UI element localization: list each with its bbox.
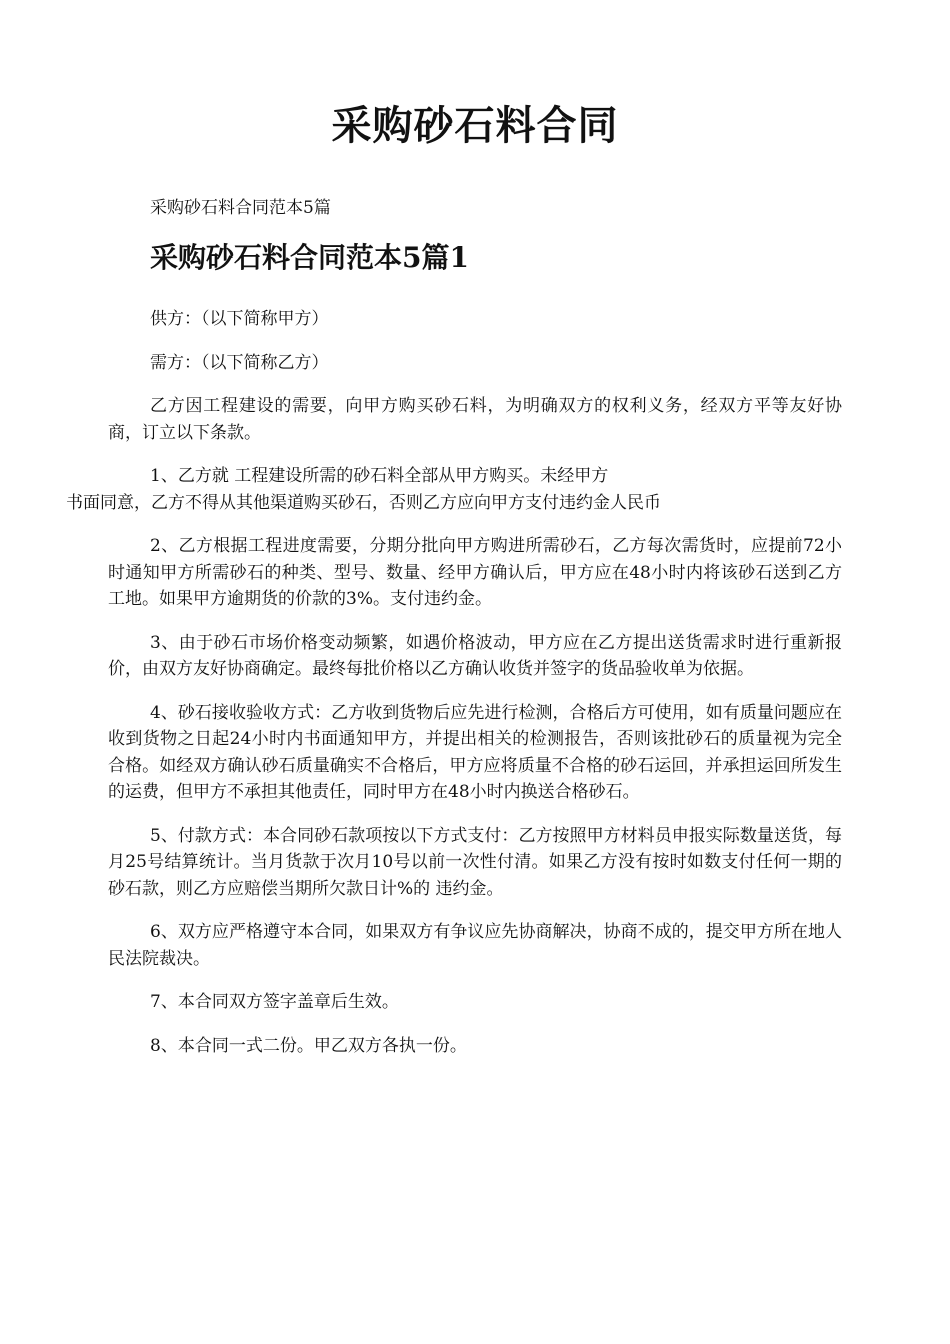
contract-body [66,306,842,1076]
clause-8: 8、本合同一式二份。甲乙双方各执一份。 [150,1035,467,1056]
clause-1 [66,463,842,516]
document-title: 采购砂石料合同 [331,102,619,149]
clause-4: 4、砂石接收验收方式：乙方收到货物后应先进行检测，合格后方可使用，如有质量问题应在收到货物之日起24小时内书面通知甲方，并提出相关的检测报告，否则该批砂石的质量视为完全合格。如经双方确认砂石质量确实不合格后，甲方应将质量不合格的砂石运回，并承担运回所发生的运费，但甲方不承担其他责任，同时甲方在48小时内换送合格砂石。 [108,702,842,802]
clause-5: 5、付款方式：本合同砂石款项按以下方式支付：乙方按照甲方材料员申报实际数量送货，每月25号结算统计。当月货款于次月10号以前一次性付清。如果乙方没有按时如数支付任何一期的砂石款，则乙方应赔偿当期所欠款日计%的 违约金。 [108,825,842,899]
clause-7: 7、本合同双方签字盖章后生效。 [150,992,399,1012]
clause-1-line-1: 1、乙方就 工程建设所需的砂石料全部从甲方购买。未经甲方 [150,466,609,486]
clause-6: 6、双方应严格遵守本合同，如果双方有争议应先协商解决，协商不成的，提交甲方所在地人民法院裁决。 [108,922,842,969]
clause-3: 3、由于砂石市场价格变动频繁，如遇价格波动，甲方应在乙方提出送货需求时进行重新报价，由双方友好协商确定。最终每批价格以乙方确认收货并签字的货品验收单为依据。 [108,632,842,679]
document-subtitle: 采购砂石料合同范本5篇 [150,198,331,218]
supplier-line: 供方：（以下简称甲方） [150,309,329,329]
preamble-paragraph: 乙方因工程建设的需要，向甲方购买砂石料，为明确双方的权利义务，经双方平等友好协商，订立以下条款。 [108,396,842,443]
section-heading: 采购砂石料合同范本5篇1 [150,241,469,274]
clause-2: 2、乙方根据工程进度需要，分期分批向甲方购进所需砂石，乙方每次需货时，应提前72小时通知甲方所需砂石的种类、型号、数量、经甲方确认后，甲方应在48小时内将该砂石送到乙方工地。如果甲方逾期货的价款的3%。支付违约金。 [108,536,842,609]
clause-1-line-2: 书面同意，乙方不得从其他渠道购买砂石，否则乙方应向甲方支付违约金人民币 [66,492,661,513]
buyer-line: 需方：（以下简称乙方） [150,352,329,373]
